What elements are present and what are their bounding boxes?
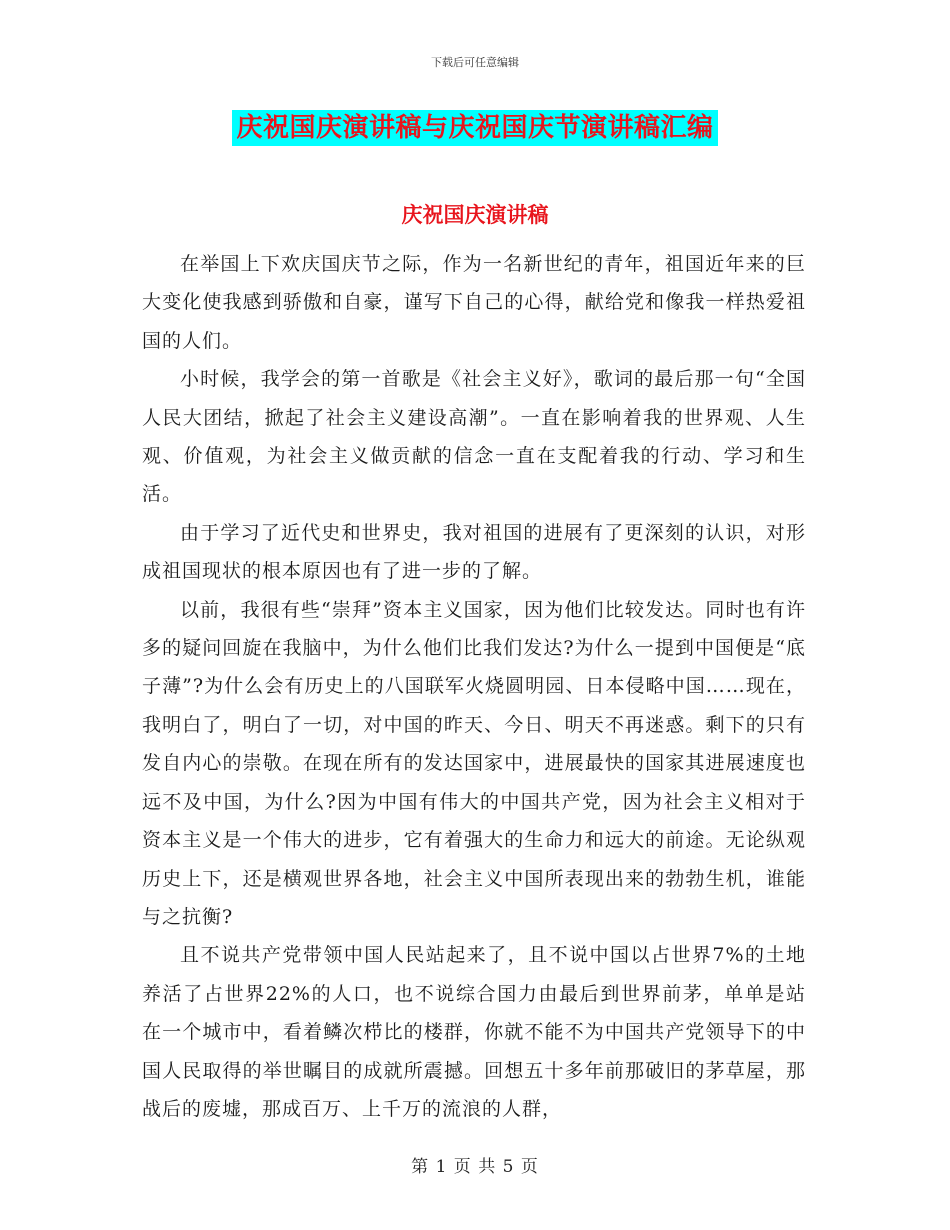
page-header-note: 下载后可任意编辑 (431, 56, 519, 69)
document-title-container (0, 110, 950, 146)
paragraph-3: 由于学习了近代史和世界史，我对祖国的进展有了更深刻的认识，对形成祖国现状的根本原因也有了进一步的了解。 (142, 521, 806, 583)
page-number-footer: 第 1 页 共 5 页 (411, 1157, 539, 1177)
paragraph-5: 且不说共产党带领中国人民站起来了，且不说中国以占世界7%的土地养活了占世界22%的人口，也不说综合国力由最后到世界前茅，单单是站在一个城市中，看着鳞次栉比的楼群，你就不能不为中国共产党领导下的中国人民取得的举世瞩目的成就所震撼。回想五十多年前那破旧的茅草屋，那战后的废墟，那成百万、上千万的流浪的人群， (142, 944, 806, 1120)
paragraph-2: 小时候，我学会的第一首歌是《社会主义好》，歌词的最后那一句“全国人民大团结，掀起了社会主义建设高潮”。一直在影响着我的世界观、人生观、价值观，为社会主义做贡献的信念一直在支配着我的行动、学习和生活。 (142, 368, 806, 506)
paragraph-4: 以前，我很有些“崇拜”资本主义国家，因为他们比较发达。同时也有许多的疑问回旋在我脑中，为什么他们比我们发达?为什么一提到中国便是“底子薄”?为什么会有历史上的八国联军火烧圆明园、日本侵略中国……现在，我明白了，明白了一切，对中国的昨天、今日、明天不再迷惑。剩下的只有发自内心的崇敬。在现在所有的发达国家中，进展最快的国家其进展速度也远不及中国，为什么?因为中国有伟大的中国共产党，因为社会主义相对于资本主义是一个伟大的进步，它有着强大的生命力和远大的前途。无论纵观历史上下，还是横观世界各地，社会主义中国所表现出来的勃勃生机，谁能与之抗衡? (142, 598, 806, 928)
document-body (142, 245, 806, 1128)
paragraph-1: 在举国上下欢庆国庆节之际，作为一名新世纪的青年，祖国近年来的巨大变化使我感到骄傲和自豪，谨写下自己的心得，献给党和像我一样热爱祖国的人们。 (142, 253, 806, 352)
document-title: 庆祝国庆演讲稿与庆祝国庆节演讲稿汇编 (232, 110, 717, 146)
section-title: 庆祝国庆演讲稿 (401, 202, 549, 227)
